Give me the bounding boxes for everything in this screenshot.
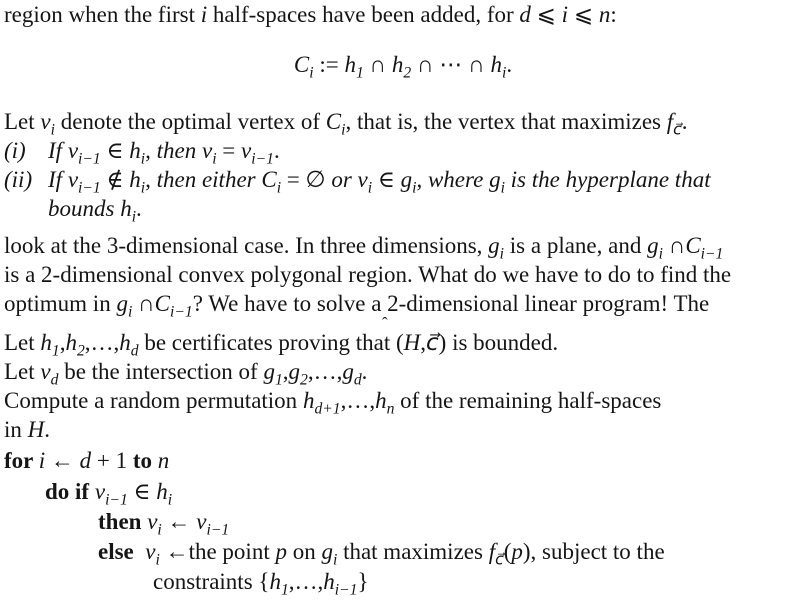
text-run: 1: [274, 371, 283, 389]
subscript: [131, 343, 139, 360]
subscript: [673, 122, 682, 139]
text-run: be the intersection of: [58, 359, 264, 384]
text-run: i: [332, 551, 338, 569]
text-run: $h_{d+1}$: [302, 388, 341, 418]
text-run: ,…,: [340, 388, 376, 413]
text-run: ) is bounded.: [438, 330, 559, 355]
subscript: [170, 304, 193, 321]
text-run: −1: [109, 491, 128, 509]
text-run: $h_i$: [129, 167, 146, 197]
text-run: i: [131, 208, 137, 226]
text-run: ∈: [100, 138, 130, 163]
text-run: +1: [322, 400, 341, 418]
text-run: i: [127, 303, 133, 321]
text-run: =: [216, 138, 242, 163]
text-run: If: [48, 138, 68, 163]
text-run: i: [167, 491, 173, 509]
text-run: i: [78, 179, 83, 197]
text-run: $g_d$: [342, 359, 362, 389]
algo-then-line: [98, 509, 230, 539]
para-region-line: [4, 2, 617, 28]
algo-certificates-line: [4, 330, 559, 360]
text-run: $h_i$: [156, 479, 173, 509]
text-run: :: [610, 2, 617, 27]
text-run: d: [79, 448, 92, 473]
text-run: .: [361, 359, 368, 384]
text-run: for: [4, 448, 39, 473]
subscript: [77, 343, 85, 360]
algo-intersection-line: [4, 359, 368, 389]
text-run: ), subject to the: [522, 539, 665, 564]
text-run: ∈: [127, 479, 157, 504]
text-run: ? We have to solve a 2-dimensional linear program! The: [192, 291, 710, 316]
text-run: of the remaining half-spaces: [394, 388, 662, 413]
text-run: i: [38, 448, 46, 473]
text-run: −1: [174, 303, 193, 321]
text-run: i: [170, 303, 175, 321]
text-run: i: [500, 179, 505, 197]
text-run: $h_1$: [269, 569, 289, 599]
text-run: ,: [59, 330, 66, 355]
text-run: $h_{i-1}$: [323, 569, 358, 599]
text-run: $v_d$: [40, 359, 59, 389]
text-run: $g_i$: [116, 291, 133, 321]
text-run: Let: [4, 359, 41, 384]
text-run: constraints {: [153, 569, 270, 594]
text-run: $h_2$: [65, 330, 85, 360]
text-run: is a plane, and: [504, 233, 648, 258]
observation-case-i: [4, 138, 280, 168]
text-run: 1: [280, 581, 289, 599]
text-run: $h_n$: [375, 388, 395, 418]
para-3d-case-line2: [4, 262, 731, 288]
algo-permutation-line1: [4, 388, 662, 418]
subscript: [281, 582, 289, 599]
subscript: [300, 372, 308, 389]
text-run: $h_i$: [490, 52, 507, 82]
text-run: :=: [313, 52, 345, 77]
text-run: is the hyperplane that: [504, 167, 711, 192]
text-run: region when the first: [4, 2, 201, 27]
subscript: [168, 492, 172, 509]
subscript: [105, 492, 128, 509]
text-run: d: [130, 342, 139, 360]
text-run: ←the point: [159, 539, 276, 564]
text-run: ←: [161, 509, 197, 534]
text-run: i: [157, 521, 162, 539]
observation-case-ii-cont: [48, 196, 142, 226]
text-run: −1: [210, 521, 230, 539]
text-run: $h_d$: [119, 330, 139, 360]
caret-artifact: ˆ: [382, 314, 388, 333]
text-run: $v_i$: [201, 138, 217, 168]
text-run: Compute a random permutation: [4, 388, 303, 413]
subscript: [495, 552, 504, 569]
text-run: If: [48, 167, 68, 192]
algo-else-line: [98, 539, 665, 569]
text-run: n: [598, 2, 611, 27]
text-run: half-spaces have been added, for: [207, 2, 520, 27]
text-run: is a 2-dimensional convex polygonal region. What do we have to do to find the: [4, 262, 732, 287]
text-run: ∉: [100, 167, 130, 192]
text-run: d: [519, 2, 531, 27]
text-run: H: [27, 417, 45, 442]
subscript: [251, 151, 274, 168]
para-3d-case-line3: [4, 291, 710, 321]
algo-constraints-line: [153, 569, 369, 599]
text-run: or: [331, 167, 358, 192]
text-run: $C_{i-1}$: [154, 291, 193, 321]
text-run: i: [700, 245, 705, 263]
text-run: .: [273, 138, 280, 163]
text-run: i: [499, 245, 505, 263]
text-run: ∩: [132, 291, 155, 316]
text-run: = ∅: [281, 167, 332, 192]
subscript: [701, 246, 724, 263]
text-run: $h_i$: [129, 138, 146, 168]
text-run: ∩: [363, 52, 392, 77]
text-run: , then: [145, 138, 202, 163]
text-run: i: [561, 2, 569, 27]
text-run: c⃗: [426, 330, 439, 355]
text-run: ,: [282, 359, 289, 384]
text-run: look at the 3-dimensional case. In three dimensions,: [4, 233, 489, 258]
text-run: −1: [339, 581, 358, 599]
text-run: [134, 539, 146, 564]
text-run: $h_1$: [40, 330, 60, 360]
text-run: bounds: [48, 196, 121, 221]
text-run: ←: [45, 448, 80, 473]
algo-permutation-line2: [4, 417, 50, 443]
text-run: ,…,: [288, 569, 324, 594]
text-run: (: [503, 539, 512, 564]
text-run: ∈: [372, 167, 401, 192]
subscript: [356, 65, 364, 82]
text-run: i: [206, 521, 211, 539]
text-run: $C_i$: [261, 167, 282, 197]
text-run: $g_i$: [488, 233, 505, 263]
text-run: i: [212, 150, 217, 168]
subscript: [314, 401, 340, 418]
subscript: [275, 372, 283, 389]
text-run: i: [501, 64, 507, 82]
para-optimal-vertex: [4, 109, 688, 139]
text-run: Let: [4, 109, 41, 134]
text-run: i: [200, 2, 208, 27]
text-run: −1: [255, 150, 274, 168]
subscript: [354, 372, 362, 389]
text-run: c⃗: [495, 551, 504, 569]
subscript: [335, 582, 358, 599]
text-run: $h_i$: [120, 196, 137, 226]
text-run: $h_1$: [344, 52, 364, 82]
text-run: 1: [355, 64, 364, 82]
text-run: $C_{i-1}$: [685, 233, 724, 263]
text-run: $v_i$: [145, 539, 160, 569]
text-run: .: [506, 52, 513, 77]
subscript: [52, 343, 60, 360]
text-run: $g_i$: [489, 167, 505, 197]
text-run: , that is, the vertex that maximizes: [345, 109, 667, 134]
subscript: [78, 151, 101, 168]
text-run: .: [136, 196, 142, 221]
text-run: i: [276, 179, 282, 197]
list-item-marker: (ii): [4, 167, 33, 192]
text-run: $v_i$: [147, 509, 162, 539]
text-run: Let: [4, 330, 41, 355]
subscript: [78, 180, 101, 197]
text-run: 2: [300, 371, 308, 389]
text-run: on: [286, 539, 322, 564]
text-run: 1: [51, 342, 60, 360]
text-run: −1: [82, 179, 101, 197]
text-run: in: [4, 417, 28, 442]
text-run: $v_{i-1}$: [67, 138, 101, 168]
text-run: i: [334, 581, 340, 599]
text-run: p: [511, 539, 523, 564]
text-run: $g_1$: [263, 359, 283, 389]
algo-for-line: [4, 448, 169, 474]
text-run: n: [157, 448, 170, 473]
text-run: then: [98, 509, 148, 534]
text-run: denote the optimal vertex of: [54, 109, 326, 134]
text-run: i: [105, 491, 110, 509]
text-run: to: [132, 448, 158, 473]
observation-case-ii: [4, 167, 711, 197]
text-run: −1: [82, 150, 101, 168]
text-run: i: [140, 179, 146, 197]
text-run: $v_{i-1}$: [196, 509, 230, 539]
text-run: −1: [705, 245, 724, 263]
text-run: $h_2$: [391, 52, 412, 82]
text-run: .: [44, 417, 51, 442]
text-run: ,…,: [307, 359, 343, 384]
text-run: $C_i$: [325, 109, 346, 139]
text-run: H: [403, 330, 421, 355]
text-run: d: [353, 371, 362, 389]
text-run: i: [140, 150, 146, 168]
text-run: i: [412, 179, 417, 197]
text-run: $g_i$: [321, 539, 338, 569]
text-run: $g_i$: [647, 233, 663, 263]
text-run: be certificates proving that (: [138, 330, 404, 355]
text-run: ∩ ⋯ ∩: [411, 52, 491, 77]
text-run: i: [78, 150, 83, 168]
text-run: optimum in: [4, 291, 117, 316]
text-run: d: [314, 400, 323, 418]
text-run: $g_i$: [400, 167, 417, 197]
text-run: ∩: [662, 233, 686, 258]
text-run: i: [50, 121, 55, 139]
text-run: $v_i$: [40, 109, 55, 139]
text-run: i: [658, 245, 663, 263]
algo-do-if-line: [45, 479, 173, 509]
text-run: , where: [416, 167, 490, 192]
text-run: 2: [76, 342, 85, 360]
text-run: 2: [403, 64, 412, 82]
text-run: $g_2$: [288, 359, 308, 389]
para-3d-case-line1: [4, 233, 724, 263]
text-run: .: [681, 109, 688, 134]
text-run: $v_{i-1}$: [241, 138, 274, 168]
text-run: ⩽: [530, 2, 562, 27]
text-run: $v_{i-1}$: [94, 479, 128, 509]
subscript: [206, 522, 229, 539]
text-run: $v_{i-1}$: [67, 167, 101, 197]
text-run: i: [155, 551, 160, 569]
text-run: n: [386, 400, 395, 418]
text-run: }: [357, 569, 369, 594]
text-run: , then either: [145, 167, 262, 192]
text-run: $f_{c⃗}$: [666, 109, 682, 139]
text-run: $C_i$: [293, 52, 314, 82]
text-run: $v_i$: [357, 167, 373, 197]
text-run: do if: [45, 479, 95, 504]
text-run: c⃗: [673, 121, 682, 139]
text-run: ,…,: [84, 330, 120, 355]
text-run: i: [251, 150, 256, 168]
text-run: else: [98, 539, 134, 564]
text-run: i: [341, 121, 346, 139]
text-run: that maximizes: [337, 539, 489, 564]
text-run: i: [367, 179, 373, 197]
text-run: ,: [420, 330, 426, 355]
equation-ci-intersection: [0, 52, 806, 82]
text-run: $f_{c⃗}$: [488, 539, 504, 569]
text-run: p: [275, 539, 287, 564]
text-run: + 1: [91, 448, 133, 473]
list-item-marker: (i): [4, 138, 26, 163]
text-run: ⩽: [568, 2, 599, 27]
text-run: i: [309, 64, 314, 82]
text-run: d: [50, 371, 59, 389]
